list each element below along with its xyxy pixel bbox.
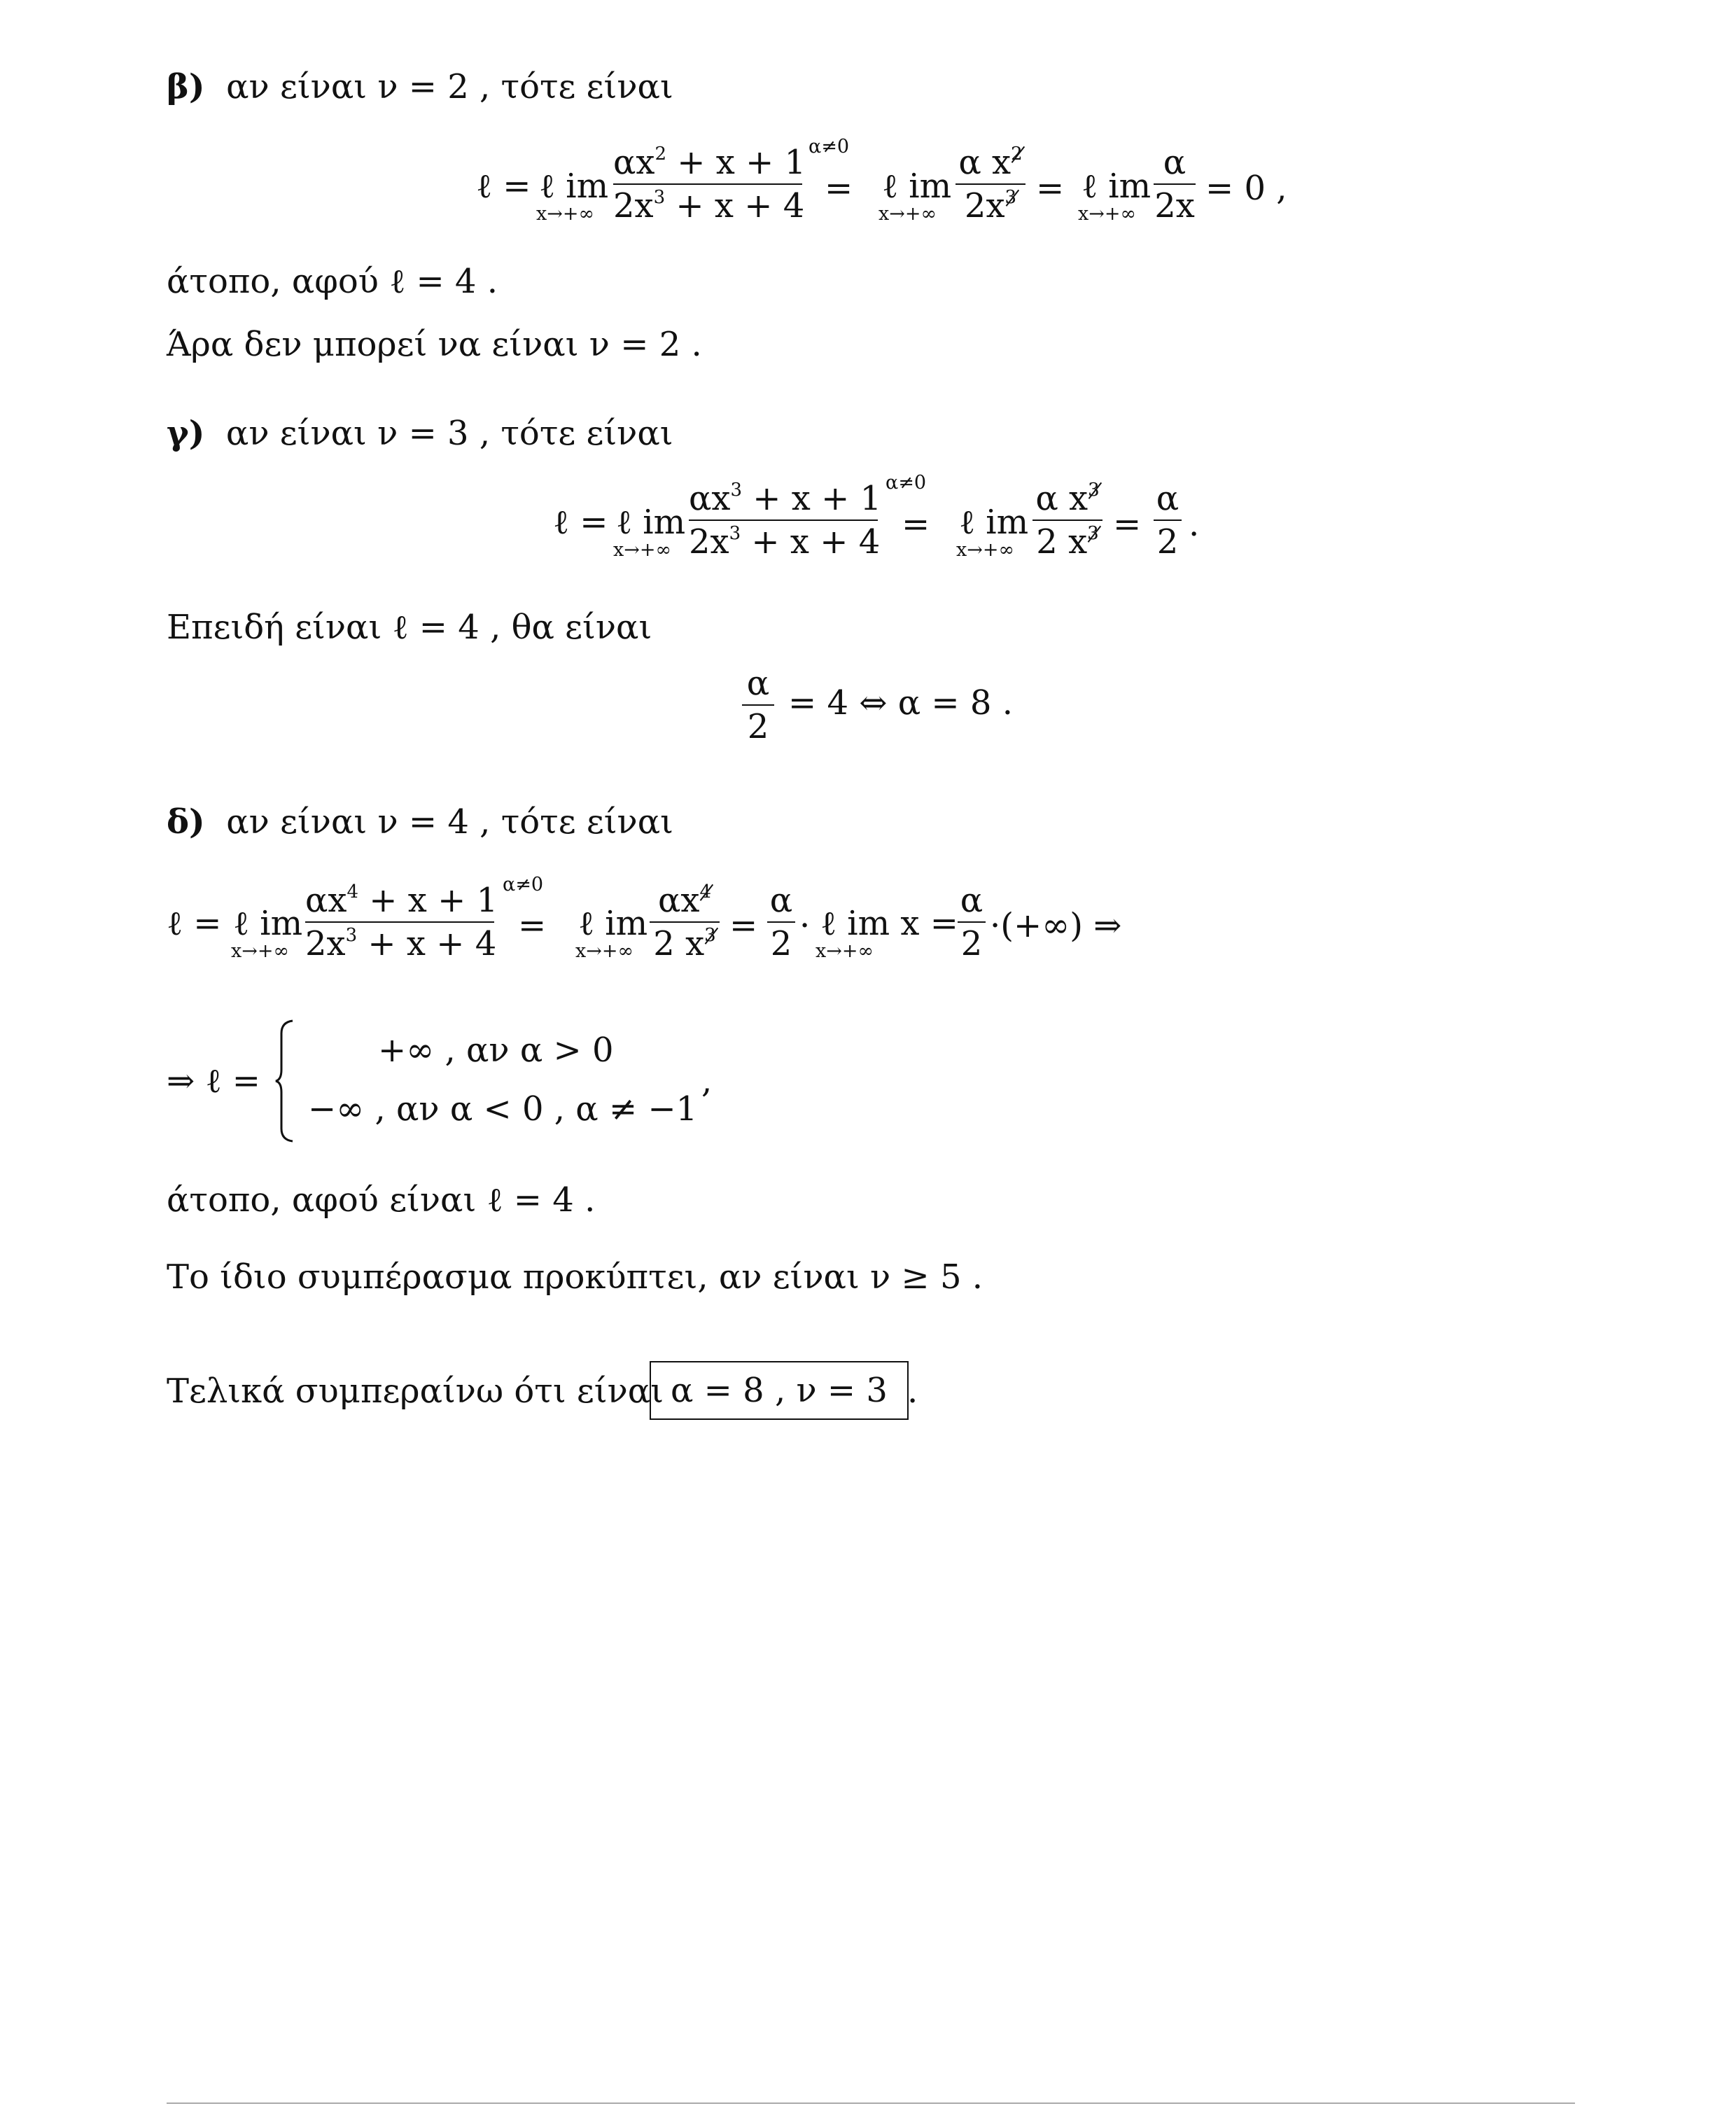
final-dot: . bbox=[907, 1372, 918, 1411]
b-absurd: άτοπο, αφού ℓ = 4 . bbox=[167, 262, 498, 301]
fraction-bar bbox=[767, 921, 795, 923]
c-eq-1: = bbox=[902, 505, 930, 544]
d-fraction-2 bbox=[650, 881, 720, 963]
section-b-heading bbox=[167, 67, 673, 106]
fraction-bar bbox=[1154, 519, 1182, 521]
c-fraction-1-numerator: $\alpha x^3 + x + 1$ bbox=[689, 479, 882, 518]
d-fraction-1-denominator: $2x^3 + x + 4$ bbox=[305, 924, 497, 963]
d-lim-2: ℓ im bbox=[578, 904, 648, 943]
b-conclusion: Άρα δεν μπορεί να είναι ν = 2 . bbox=[167, 325, 702, 364]
c-result-numerator: α bbox=[746, 664, 770, 703]
d-condition: α≠0 bbox=[503, 874, 544, 895]
section-d-heading bbox=[167, 802, 673, 842]
d-fraction-4 bbox=[958, 881, 986, 963]
c-condition: α≠0 bbox=[886, 472, 927, 494]
fraction-bar bbox=[958, 921, 986, 923]
section-b-label: β) bbox=[167, 67, 205, 106]
d-comma: , bbox=[701, 1061, 713, 1101]
d-lim-x: ℓ im x = bbox=[820, 904, 958, 943]
d-lim-sub-1: x→+∞ bbox=[231, 940, 289, 962]
b-fraction-3-numerator: α bbox=[1163, 143, 1186, 182]
d-dot: · bbox=[799, 906, 811, 945]
section-d-label: δ) bbox=[167, 802, 205, 842]
b-lim-1: ℓ im bbox=[539, 167, 609, 206]
d-eq-1: = bbox=[518, 906, 547, 945]
c-fraction-1-denominator: $2x^3 + x + 4$ bbox=[689, 522, 881, 562]
d-fraction-3 bbox=[767, 881, 795, 963]
c-fraction-1 bbox=[689, 479, 882, 562]
b-lim-sub-1: x→+∞ bbox=[536, 203, 594, 225]
b-fraction-2 bbox=[955, 143, 1026, 225]
d-fraction-4-numerator: α bbox=[960, 881, 983, 920]
c-result-denominator: 2 bbox=[747, 707, 769, 746]
d-fraction-1-numerator: $\alpha x^4 + x + 1$ bbox=[305, 881, 498, 920]
c-fraction-2 bbox=[1032, 479, 1102, 562]
b-fraction-1-numerator: $\alpha x^2 + x + 1$ bbox=[613, 143, 806, 182]
section-d-intro: αν είναι ν = 4 , τότε είναι bbox=[226, 802, 673, 842]
b-condition: α≠0 bbox=[808, 136, 850, 158]
d-lim-1: ℓ im bbox=[233, 904, 303, 943]
section-c-heading bbox=[167, 414, 673, 453]
d-fraction-3-denominator: 2 bbox=[770, 924, 792, 963]
fraction-bar bbox=[613, 183, 802, 185]
b-fraction-1-denominator: $2x^3 + x + 4$ bbox=[613, 186, 805, 225]
c-since: Επειδή είναι ℓ = 4 , θα είναι bbox=[167, 608, 652, 647]
c-lim-sub-1: x→+∞ bbox=[613, 539, 671, 561]
b-fraction-1 bbox=[613, 143, 806, 225]
b-lim-3: ℓ im bbox=[1082, 167, 1152, 206]
d-same-conclusion: Το ίδιο συμπέρασμα προκύπτει, αν είναι ν ≥ 5 . bbox=[167, 1257, 983, 1297]
b-eq-2: = bbox=[1036, 169, 1065, 208]
c-tail: . bbox=[1189, 505, 1200, 544]
c-lim-1: ℓ im bbox=[616, 503, 686, 542]
d-fraction-2-denominator: 2 $x^3$ bbox=[653, 924, 716, 963]
b-l-eq: ℓ = bbox=[476, 167, 531, 206]
b-tail: = 0 , bbox=[1205, 169, 1287, 208]
d-l-eq: ℓ = bbox=[167, 904, 222, 943]
fraction-bar bbox=[1032, 519, 1102, 521]
c-fraction-3-numerator: α bbox=[1156, 479, 1180, 518]
d-absurd: άτοπο, αφού είναι ℓ = 4 . bbox=[167, 1180, 596, 1220]
d-implies: ⇒ ℓ = bbox=[167, 1061, 260, 1101]
c-result-fraction bbox=[742, 664, 774, 746]
fraction-bar bbox=[742, 704, 774, 706]
b-fraction-2-numerator: α $x^2$ bbox=[958, 143, 1023, 182]
b-fraction-3 bbox=[1154, 143, 1196, 225]
d-lim-sub-2: x→+∞ bbox=[575, 940, 634, 962]
b-lim-2: ℓ im bbox=[882, 167, 952, 206]
c-lim-2: ℓ im bbox=[959, 503, 1029, 542]
b-eq-1: = bbox=[825, 169, 853, 208]
fraction-bar bbox=[650, 921, 720, 923]
fraction-bar bbox=[689, 519, 878, 521]
fraction-bar bbox=[1154, 183, 1196, 185]
d-eq-2: = bbox=[729, 906, 758, 945]
c-fraction-2-denominator: 2 $x^3$ bbox=[1036, 522, 1099, 562]
d-fraction-2-numerator: $\alpha x^4$ bbox=[657, 881, 712, 920]
footer-rule bbox=[167, 2102, 1575, 2104]
section-c-label: γ) bbox=[167, 414, 205, 453]
d-case-1: +∞ , αν α > 0 bbox=[378, 1031, 614, 1070]
section-c-intro: αν είναι ν = 3 , τότε είναι bbox=[225, 414, 673, 453]
c-result-rest: = 4 ⇔ α = 8 . bbox=[788, 683, 1013, 723]
d-case-2: −∞ , αν α < 0 , α ≠ −1 bbox=[308, 1089, 698, 1129]
c-eq-2: = bbox=[1113, 505, 1142, 544]
b-fraction-3-denominator: 2x bbox=[1154, 186, 1195, 225]
c-fraction-2-numerator: α $x^3$ bbox=[1035, 479, 1100, 518]
c-l-eq: ℓ = bbox=[553, 503, 608, 542]
d-fraction-3-numerator: α bbox=[769, 881, 793, 920]
b-fraction-2-denominator: $2x^3$ bbox=[964, 186, 1017, 225]
c-fraction-3-denominator: 2 bbox=[1156, 522, 1179, 562]
c-fraction-3 bbox=[1154, 479, 1182, 562]
b-lim-sub-2: x→+∞ bbox=[878, 203, 937, 225]
d-tail: ·(+∞) ⇒ bbox=[990, 906, 1122, 945]
b-lim-sub-3: x→+∞ bbox=[1078, 203, 1136, 225]
left-brace-icon bbox=[274, 1019, 295, 1143]
fraction-bar bbox=[955, 183, 1026, 185]
d-lim-sub-3: x→+∞ bbox=[816, 940, 874, 962]
final-answer-box: α = 8 , ν = 3 bbox=[650, 1361, 909, 1420]
d-fraction-4-denominator: 2 bbox=[960, 924, 983, 963]
fraction-bar bbox=[305, 921, 494, 923]
c-lim-sub-2: x→+∞ bbox=[956, 539, 1014, 561]
section-b-intro: αν είναι ν = 2 , τότε είναι bbox=[226, 67, 673, 106]
final-text: Τελικά συμπεραίνω ότι είναι bbox=[167, 1372, 664, 1411]
d-fraction-1 bbox=[305, 881, 498, 963]
